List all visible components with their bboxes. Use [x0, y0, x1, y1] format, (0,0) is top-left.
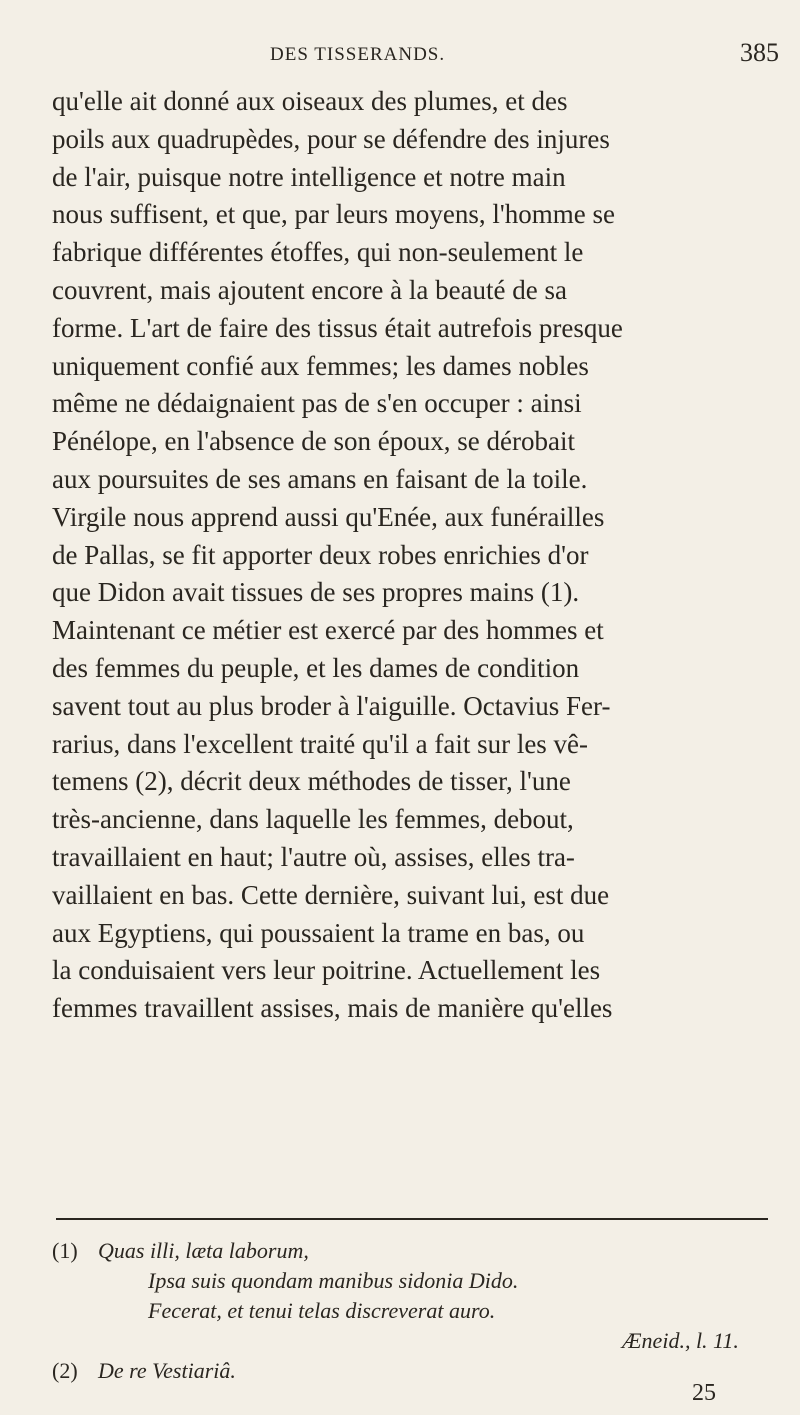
body-line: aux poursuites de ses amans en faisant de la toile.: [52, 463, 588, 494]
body-line: Virgile nous apprend aussi qu'Enée, aux funérailles: [52, 501, 605, 532]
body-line: femmes travaillent assises, mais de manière qu'elles: [52, 993, 613, 1024]
body-line: fabrique différentes étoffes, qui non-seulement le: [52, 237, 584, 268]
body-line: nous suffisent, et que, par leurs moyens, l'homme se: [52, 199, 616, 230]
body-line: de l'air, puisque notre intelligence et notre main: [52, 161, 566, 192]
body-line: Pénélope, en l'absence de son époux, se dérobait: [52, 426, 575, 457]
body-line: la conduisaient vers leur poitrine. Actuellement les: [52, 955, 601, 986]
body-line: temens (2), décrit deux méthodes de tisser, l'une: [52, 766, 571, 797]
body-line: couvrent, mais ajoutent encore à la beauté de sa: [52, 274, 568, 305]
footnotes: [52, 1236, 772, 1386]
footnote-1-verse: Ipsa suis quondam manibus sidonia Dido.: [148, 1268, 519, 1293]
body-line: aux Egyptiens, qui poussaient la trame en bas, ou: [52, 917, 585, 948]
body-line: uniquement confié aux femmes; les dames nobles: [52, 350, 589, 381]
signature-mark: 25: [692, 1380, 716, 1406]
body-line: rarius, dans l'excellent traité qu'il a fait sur les vê-: [52, 728, 589, 759]
footnote-rule: [56, 1218, 768, 1220]
footnote-1-verse: Fecerat, et tenui telas discreverat auro.: [148, 1298, 496, 1323]
footnote-2-text: De re Vestiariâ.: [98, 1358, 236, 1383]
body-line: vaillaient en bas. Cette dernière, suivant lui, est due: [52, 879, 610, 910]
footnote-1-marker: (1): [52, 1238, 78, 1263]
page-number: 385: [740, 38, 779, 67]
body-line: travaillaient en haut; l'autre où, assises, elles tra-: [52, 841, 575, 872]
body-line: même ne dédaignaient pas de s'en occuper : ainsi: [52, 388, 582, 419]
body-line: des femmes du peuple, et les dames de condition: [52, 652, 580, 683]
body-line: de Pallas, se fit apporter deux robes enrichies d'or: [52, 539, 589, 570]
body-line: très-ancienne, dans laquelle les femmes, debout,: [52, 804, 574, 835]
body-line: Maintenant ce métier est exercé par des hommes et: [52, 615, 604, 646]
body-text: [52, 83, 772, 1028]
body-line: qu'elle ait donné aux oiseaux des plumes, et des: [52, 86, 568, 116]
body-line: forme. L'art de faire des tissus était autrefois presque: [52, 312, 623, 343]
running-head: DES TISSERANDS.: [270, 44, 446, 65]
footnote-2-line: [52, 1356, 772, 1386]
footnote-1-line: [52, 1236, 772, 1266]
footnote-1-reference: Æneid., l. 11.: [622, 1328, 739, 1353]
body-line: que Didon avait tissues de ses propres mains (1).: [52, 577, 580, 608]
footnote-1-text: Quas illi, læta laborum,: [98, 1238, 309, 1263]
footnote-2-marker: (2): [52, 1358, 78, 1383]
body-line: poils aux quadrupèdes, pour se défendre des injures: [52, 123, 610, 154]
body-line: savent tout au plus broder à l'aiguille. Octavius Fer-: [52, 690, 611, 721]
